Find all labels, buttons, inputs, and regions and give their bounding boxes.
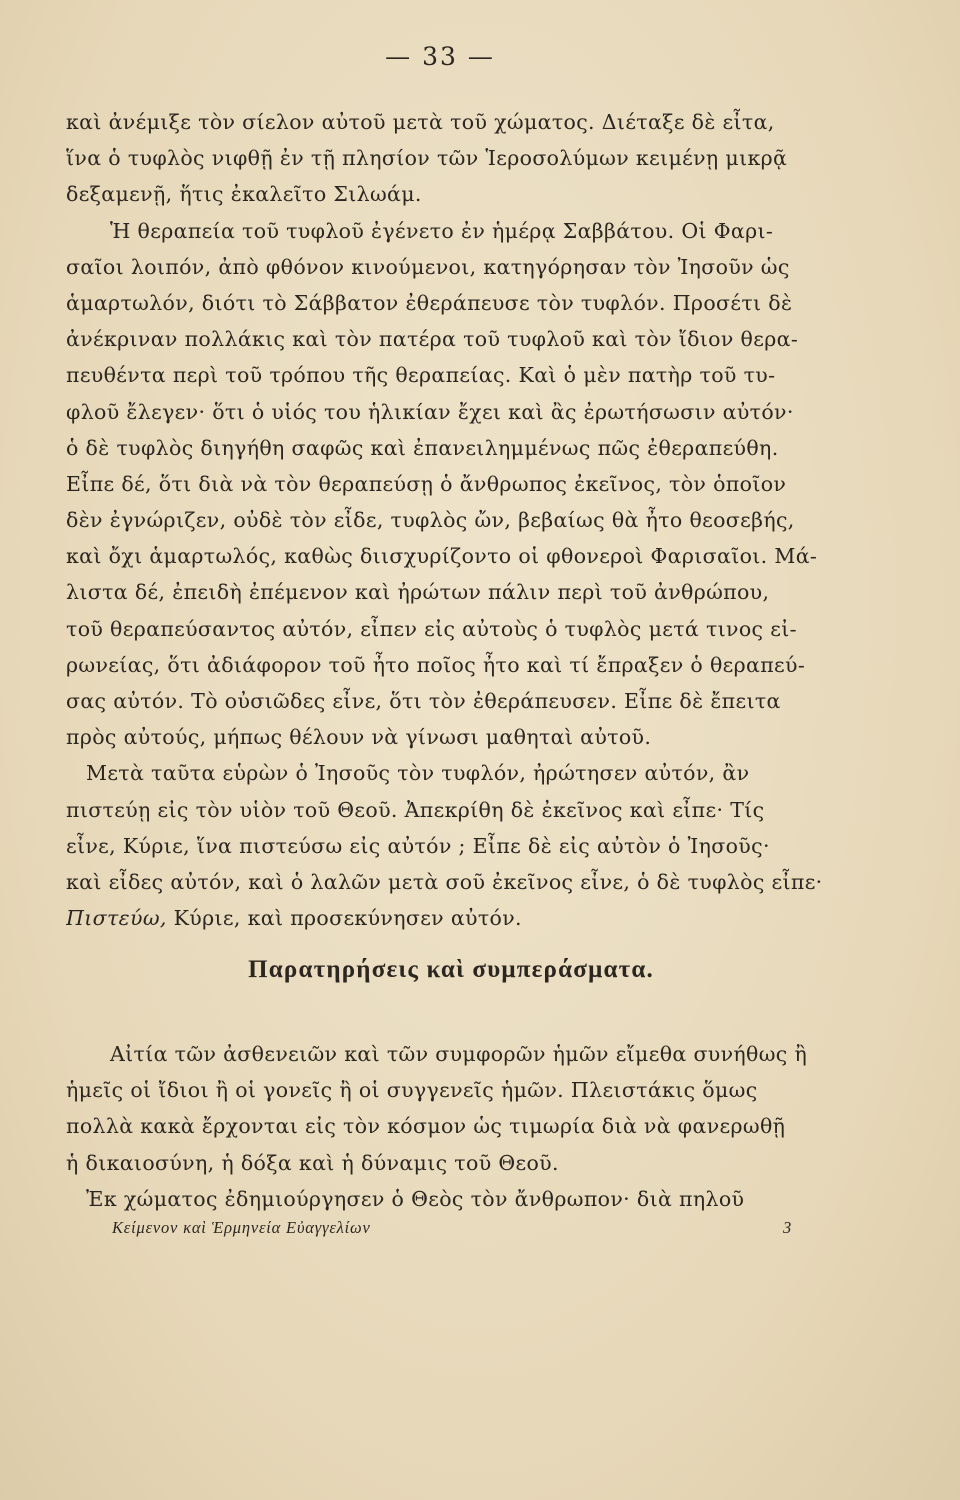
text-line: Αἰτία τῶν ἀσθενειῶν καὶ τῶν συμφορῶν ἡμῶν εἴμεθα συνήθως ἢ bbox=[110, 1042, 808, 1066]
second-paragraph bbox=[66, 1036, 836, 1217]
text-line: Εἶπε δέ, ὅτι διὰ νὰ τὸν θεραπεύσῃ ὁ ἄνθρωπος ἐκεῖνος, τὸν ὁποῖον bbox=[66, 471, 787, 496]
main-paragraph bbox=[66, 104, 836, 936]
text-line: καὶ ἀνέμιξε τὸν σίελον αὐτοῦ μετὰ τοῦ χώματος. Διέταξε δὲ εἶτα, bbox=[66, 110, 775, 134]
text-line: καὶ εἶδες αὐτόν, καὶ ὁ λαλῶν μετὰ σοῦ ἐκεῖνος εἶνε, ὁ δὲ τυφλὸς εἶπε· bbox=[66, 869, 823, 894]
text-line: ἵνα ὁ τυφλὸς νιφθῇ ἐν τῇ πλησίον τῶν Ἱεροσολύμων κειμένῃ μικρᾷ bbox=[66, 146, 788, 171]
text-line: Μετὰ ταῦτα εὑρὼν ὁ Ἰησοῦς τὸν τυφλόν, ἠρώτησεν αὐτόν, ἂν bbox=[86, 761, 750, 786]
text-line: δεξαμενῇ, ἥτις ἐκαλεῖτο Σιλωάμ. bbox=[66, 182, 422, 207]
text-line: εἶνε, Κύριε, ἵνα πιστεύσω εἰς αὐτόν ; Εἶπε δὲ εἰς αὐτὸν ὁ Ἰησοῦς· bbox=[66, 833, 770, 858]
footer-title: Κείμενον καὶ Ἑρμηνεία Εὐαγγελίων bbox=[112, 1218, 371, 1237]
text-span: Κύριε, καὶ προσεκύνησεν αὐτόν. bbox=[166, 906, 522, 931]
text-line: Ἡ θεραπεία τοῦ τυφλοῦ ἐγένετο ἐν ἡμέρᾳ Σαββάτου. Οἱ Φαρι- bbox=[110, 218, 774, 243]
text-line: λιστα δέ, ἐπειδὴ ἐπέμενον καὶ ἠρώτων πάλιν περὶ τοῦ ἀνθρώπου, bbox=[66, 580, 770, 605]
text-line: Ἐκ χώματος ἐδημιούργησεν ὁ Θεὸς τὸν ἄνθρωπον· διὰ πηλοῦ bbox=[86, 1186, 745, 1211]
signature-mark: 3 bbox=[782, 1218, 792, 1237]
text-line: ἡμεῖς οἱ ἴδιοι ἢ οἱ γονεῖς ἢ οἱ συγγενεῖς ἡμῶν. Πλειστάκις ὅμως bbox=[66, 1078, 758, 1103]
italic-word: Πιστεύω, bbox=[66, 906, 167, 931]
text-line-last bbox=[66, 900, 836, 936]
page-number: — 33 — bbox=[385, 42, 495, 71]
text-line: ὁ δὲ τυφλὸς διηγήθη σαφῶς καὶ ἐπανειλημμένως πῶς ἐθεραπεύθη. bbox=[66, 435, 779, 460]
text-line: πρὸς αὐτούς, μήπως θέλουν νὰ γίνωσι μαθηταὶ αὐτοῦ. bbox=[66, 725, 652, 750]
text-line: φλοῦ ἔλεγεν· ὅτι ὁ υἱός του ἡλικίαν ἔχει καὶ ἂς ἐρωτήσωσιν αὐτόν· bbox=[66, 399, 794, 424]
text-line: σαῖοι λοιπόν, ἀπὸ φθόνον κινούμενοι, κατηγόρησαν τὸν Ἰησοῦν ὡς bbox=[66, 254, 790, 279]
section-heading: Παρατηρήσεις καὶ συμπεράσματα. bbox=[248, 956, 654, 983]
text-line: ρωνείας, ὅτι ἀδιάφορον τοῦ ἦτο ποῖος ἦτο καὶ τί ἔπραξεν ὁ θεραπεύ- bbox=[66, 652, 806, 677]
text-line: ἡ δικαιοσύνη, ἡ δόξα καὶ ἡ δύναμις τοῦ Θεοῦ. bbox=[66, 1150, 559, 1175]
text-line: δὲν ἐγνώριζεν, οὐδὲ τὸν εἶδε, τυφλὸς ὤν, βεβαίως θὰ ἦτο θεοσεβής, bbox=[66, 508, 795, 533]
text-line: καὶ ὄχι ἁμαρτωλός, καθὼς διισχυρίζοντο οἱ φθονεροὶ Φαρισαῖοι. Μά- bbox=[66, 544, 818, 569]
text-line: πευθέντα περὶ τοῦ τρόπου τῆς θεραπείας. Καὶ ὁ μὲν πατὴρ τοῦ τυ- bbox=[66, 363, 776, 388]
text-line: ἁμαρτωλόν, διότι τὸ Σάββατον ἐθεράπευσε τὸν τυφλόν. Προσέτι δὲ bbox=[66, 290, 793, 315]
text-line: πιστεύῃ εἰς τὸν υἱὸν τοῦ Θεοῦ. Ἀπεκρίθη δὲ ἐκεῖνος καὶ εἶπε· Τίς bbox=[66, 797, 765, 822]
text-line: πολλὰ κακὰ ἔρχονται εἰς τὸν κόσμον ὡς τιμωρία διὰ νὰ φανερωθῇ bbox=[66, 1114, 786, 1139]
text-line: ἀνέκριναν πολλάκις καὶ τὸν πατέρα τοῦ τυφλοῦ καὶ τὸν ἴδιον θερα- bbox=[66, 327, 799, 352]
text-line: σας αὐτόν. Τὸ οὐσιῶδες εἶνε, ὅτι τὸν ἐθεράπευσεν. Εἶπε δὲ ἔπειτα bbox=[66, 689, 781, 713]
page-footer bbox=[112, 1218, 792, 1238]
text-line: τοῦ θεραπεύσαντος αὐτόν, εἶπεν εἰς αὐτοὺς ὁ τυφλὸς μετά τινος εἰ- bbox=[66, 616, 797, 641]
